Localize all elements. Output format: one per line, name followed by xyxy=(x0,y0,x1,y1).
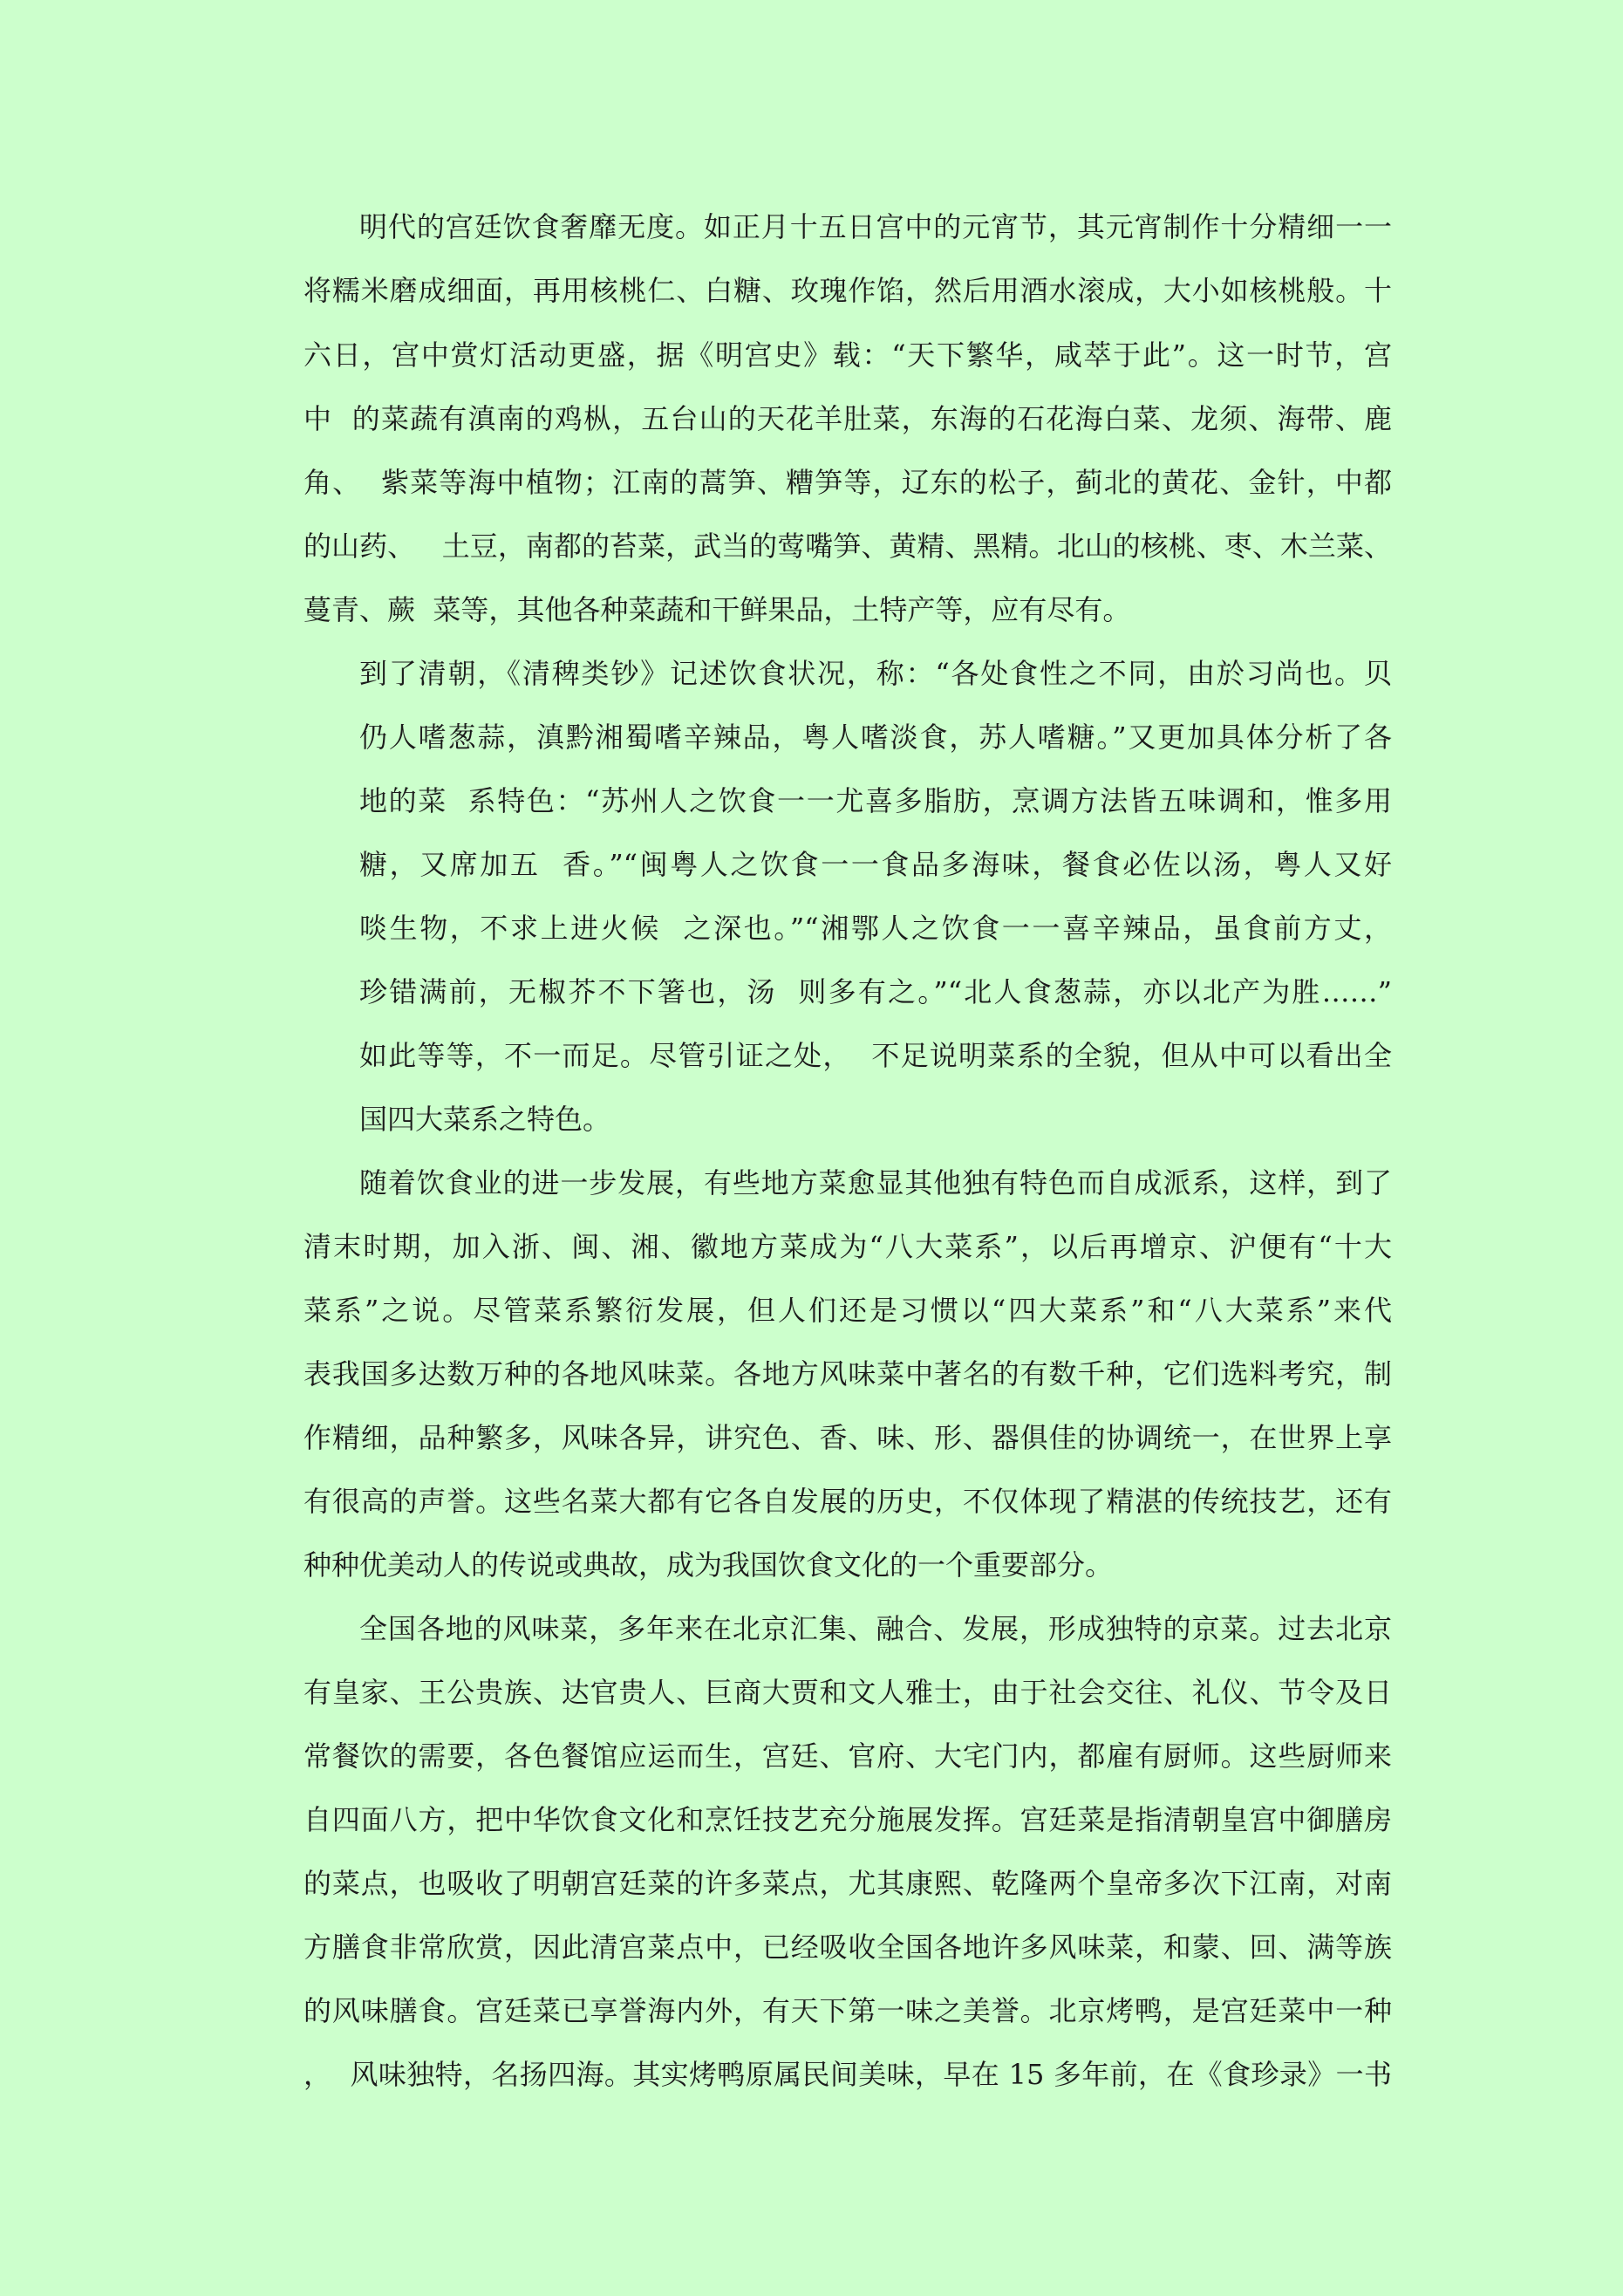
text-line: 糖，又席加五 香。”“闽粤人之饮食一一食品多海味，餐食必佐以汤，粤人又好 xyxy=(359,848,1392,881)
text-line: 仍人嗜葱蒜，滇黔湘蜀嗜辛辣品，粤人嗜淡食，苏人嗜糖。”又更加具体分析了各 xyxy=(359,721,1392,754)
text-line: 的山药、 土豆，南都的苔菜，武当的莺嘴笋、黄精、黑精。北山的核桃、枣、木兰菜、 xyxy=(303,530,1392,563)
text-line: 方膳食非常欣赏，因此清宫菜点中，已经吸收全国各地许多风味菜，和蒙、回、满等族 xyxy=(303,1930,1392,1964)
text-line: 将糯米磨成细面，再用核桃仁、白糖、玫瑰作馅，然后用酒水滚成，大小如核桃般。十 xyxy=(303,274,1392,307)
text-line: 明代的宫廷饮食奢靡无度。如正月十五日宫中的元宵节，其元宵制作十分精细一一 xyxy=(359,210,1392,243)
text-line: 常餐饮的需要，各色餐馆应运而生，宫廷、官府、大宅门内，都雇有厨师。这些厨师来 xyxy=(303,1739,1392,1773)
text-line: 如此等等，不一而足。尽管引证之处， 不足说明菜系的全貌，但从中可以看出全 xyxy=(359,1039,1392,1072)
text-line: 随着饮食业的进一步发展，有些地方菜愈显其他独有特色而自成派系，这样，到了 xyxy=(359,1166,1392,1199)
text-line: 到了清朝，《清稗类钞》记述饮食状况，称：“各处食性之不同，由於习尚也。贝 xyxy=(359,657,1392,690)
text-line: 珍错满前，无椒芥不下箸也，汤 则多有之。”“北人食葱蒜，亦以北产为胜……” xyxy=(359,975,1392,1008)
text-line: 清末时期，加入浙、闽、湘、徽地方菜成为“八大菜系”，以后再增京、沪便有“十大 xyxy=(303,1230,1392,1263)
text-line: 菜系”之说。尽管菜系繁衍发展，但人们还是习惯以“四大菜系”和“八大菜系”来代 xyxy=(303,1294,1392,1327)
text-line: 国四大菜系之特色。 xyxy=(359,1103,611,1136)
text-line: 角、 紫菜等海中植物；江南的蒿笋、糟笋等，辽东的松子，蓟北的黄花、金针，中都 xyxy=(303,466,1392,499)
text-line: 六日，宫中赏灯活动更盛，据《明宫史》载：“天下繁华，咸萃于此”。这一时节，宫 xyxy=(303,338,1392,372)
text-line: 作精细，品种繁多，风味各异，讲究色、香、味、形、器俱佳的协调统一，在世界上享 xyxy=(303,1421,1392,1454)
text-line: 表我国多达数万种的各地风味菜。各地方风味菜中著名的有数千种，它们选料考究，制 xyxy=(303,1357,1392,1391)
text-line: 的风味膳食。宫廷菜已享誉海内外，有天下第一味之美誉。北京烤鸭，是宫廷菜中一种 xyxy=(303,1994,1392,2027)
text-line: ， 风味独特，名扬四海。其实烤鸭原属民间美味，早在 15 多年前，在《食珍录》一书 xyxy=(303,2058,1392,2091)
text-line: 啖生物，不求上进火候 之深也。”“湘鄂人之饮食一一喜辛辣品，虽食前方丈， xyxy=(359,912,1392,945)
text-line: 种种优美动人的传说或典故，成为我国饮食文化的一个重要部分。 xyxy=(303,1548,1114,1582)
text-line: 的菜点，也吸收了明朝宫廷菜的许多菜点，尤其康熙、乾隆两个皇帝多次下江南，对南 xyxy=(303,1867,1392,1900)
text-line: 有皇家、王公贵族、达官贵人、巨商大贾和文人雅士，由于社会交往、礼仪、节令及日 xyxy=(303,1676,1392,1709)
text-line: 蔓青、蕨 菜等，其他各种菜蔬和干鲜果品，土特产等，应有尽有。 xyxy=(303,593,1131,626)
text-line: 全国各地的风味菜，多年来在北京汇集、融合、发展，形成独特的京菜。过去北京 xyxy=(359,1612,1392,1645)
text-line: 地的菜 系特色：“苏州人之饮食一一尤喜多脂肪，烹调方法皆五味调和，惟多用 xyxy=(359,784,1392,817)
text-line: 有很高的声誉。这些名菜大都有它各自发展的历史，不仅体现了精湛的传统技艺，还有 xyxy=(303,1485,1392,1518)
text-line: 自四面八方，把中华饮食文化和烹饪技艺充分施展发挥。宫廷菜是指清朝皇宫中御膳房 xyxy=(303,1803,1392,1836)
text-line: 中 的菜蔬有滇南的鸡枞，五台山的天花羊肚菜，东海的石花海白菜、龙须、海带、鹿 xyxy=(303,402,1392,435)
